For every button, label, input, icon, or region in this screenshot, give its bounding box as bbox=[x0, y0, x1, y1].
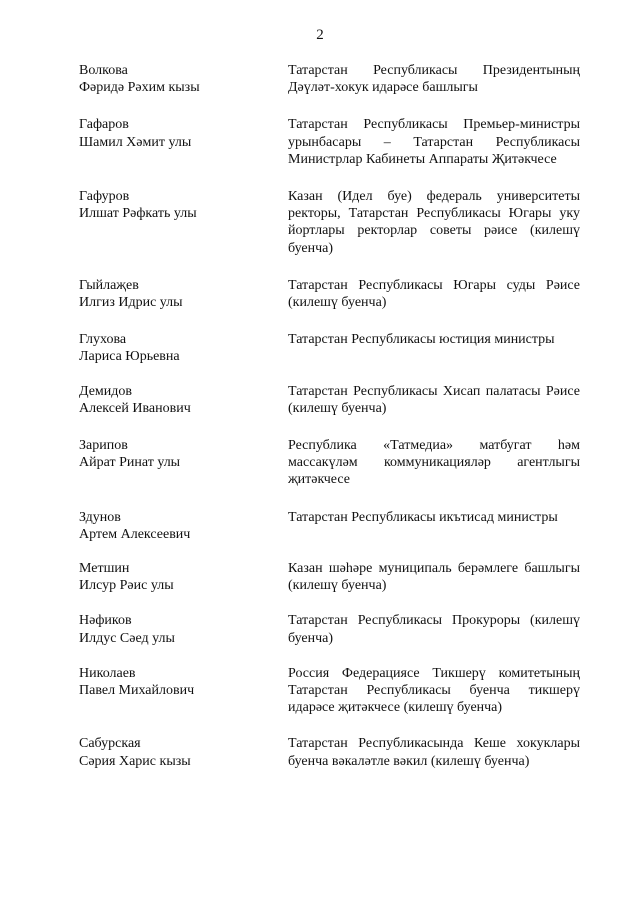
member-position: Татарстан Республикасы икътисад министры bbox=[288, 509, 558, 525]
member-name bbox=[79, 116, 288, 150]
member-position: Казан (Идел буе) федераль университеты ректоры, Татарстан Республикасы Югары уку йортлары ректорлар советы рәисе (килешү буенча) bbox=[288, 189, 580, 256]
member-position: Татарстан Республикасында Кеше хокуклары буенча вәкаләтле вәкил (килешү буенча) bbox=[288, 736, 580, 769]
member-name bbox=[79, 188, 288, 222]
member-entry bbox=[79, 437, 582, 489]
member-surname: Сабурская bbox=[79, 736, 141, 752]
member-surname: Демидов bbox=[79, 383, 133, 399]
member-given-names: Артем Алексеевич bbox=[79, 526, 191, 542]
member-name bbox=[79, 437, 288, 471]
member-surname: Гафуров bbox=[79, 189, 130, 205]
member-surname: Гафаров bbox=[79, 117, 129, 133]
member-given-names: Айрат Ринат улы bbox=[79, 455, 181, 471]
member-name bbox=[79, 331, 288, 365]
member-surname: Метшин bbox=[79, 561, 130, 577]
member-position: Татарстан Республикасы Прокуроры (килешү буенча) bbox=[288, 613, 580, 646]
member-entry bbox=[79, 612, 582, 646]
member-surname: Здунов bbox=[79, 509, 121, 525]
member-entry bbox=[79, 509, 582, 543]
member-name bbox=[79, 509, 288, 543]
member-name bbox=[79, 277, 288, 311]
member-given-names: Илгиз Идрис улы bbox=[79, 295, 183, 311]
member-entry bbox=[79, 560, 582, 594]
member-name bbox=[79, 383, 288, 417]
member-given-names: Илдус Сәед улы bbox=[79, 630, 175, 646]
member-given-names: Илшат Рәфкать улы bbox=[79, 206, 197, 222]
member-entry bbox=[79, 383, 582, 417]
member-position: Татарстан Республикасы Хисап палатасы Рәисе (килешү буенча) bbox=[288, 383, 580, 416]
member-position: Татарстан Республикасы Президентының Дәүләт-хокук идарәсе башлыгы bbox=[288, 63, 580, 96]
member-position: Казан шәһәре муниципаль берәмлеге башлыгы (килешү буенча) bbox=[288, 561, 580, 594]
member-position: Татарстан Республикасы Премьер-министры урынбасары – Татарстан Республикасы Министрлар Кабинеты Аппараты Җитәкчесе bbox=[288, 117, 580, 167]
member-given-names: Павел Михайлович bbox=[79, 683, 195, 699]
member-surname: Зарипов bbox=[79, 438, 128, 454]
member-position: Республика «Татмедиа» матбугат һәм массакүләм коммуникацияләр агентлыгы җитәкчесе bbox=[288, 438, 580, 488]
member-given-names: Шамил Хәмит улы bbox=[79, 134, 192, 150]
member-surname: Глухова bbox=[79, 332, 127, 348]
member-name bbox=[79, 560, 288, 594]
member-entry bbox=[79, 665, 582, 717]
member-given-names: Фәридә Рәхим кызы bbox=[79, 80, 200, 96]
member-surname: Нәфиков bbox=[79, 613, 132, 629]
member-name bbox=[79, 612, 288, 646]
member-surname: Гыйлаҗев bbox=[79, 277, 139, 293]
member-entry bbox=[79, 116, 582, 168]
member-given-names: Илсур Рәис улы bbox=[79, 578, 174, 594]
member-surname: Николаев bbox=[79, 665, 136, 681]
members-list bbox=[79, 62, 582, 770]
member-entry bbox=[79, 277, 582, 311]
member-given-names: Сәрия Харис кызы bbox=[79, 753, 191, 769]
member-entry bbox=[79, 188, 582, 257]
member-position: Татарстан Республикасы Югары суды Рәисе (килешү буенча) bbox=[288, 277, 580, 311]
member-entry bbox=[79, 62, 582, 96]
member-given-names: Лариса Юрьевна bbox=[79, 349, 180, 365]
member-entry bbox=[79, 735, 582, 769]
member-position: Россия Федерациясе Тикшерү комитетының Татарстан Республикасы буенча тикшерү идарәсе җитәкчесе (килешү буенча) bbox=[288, 665, 580, 716]
member-name bbox=[79, 735, 288, 769]
member-position: Татарстан Республикасы юстиция министры bbox=[288, 332, 555, 348]
member-given-names: Алексей Иванович bbox=[79, 400, 191, 416]
member-surname: Волкова bbox=[79, 63, 128, 78]
member-name bbox=[79, 62, 288, 96]
member-entry bbox=[79, 331, 582, 365]
page-number: 2 bbox=[316, 27, 324, 43]
member-name bbox=[79, 665, 288, 699]
